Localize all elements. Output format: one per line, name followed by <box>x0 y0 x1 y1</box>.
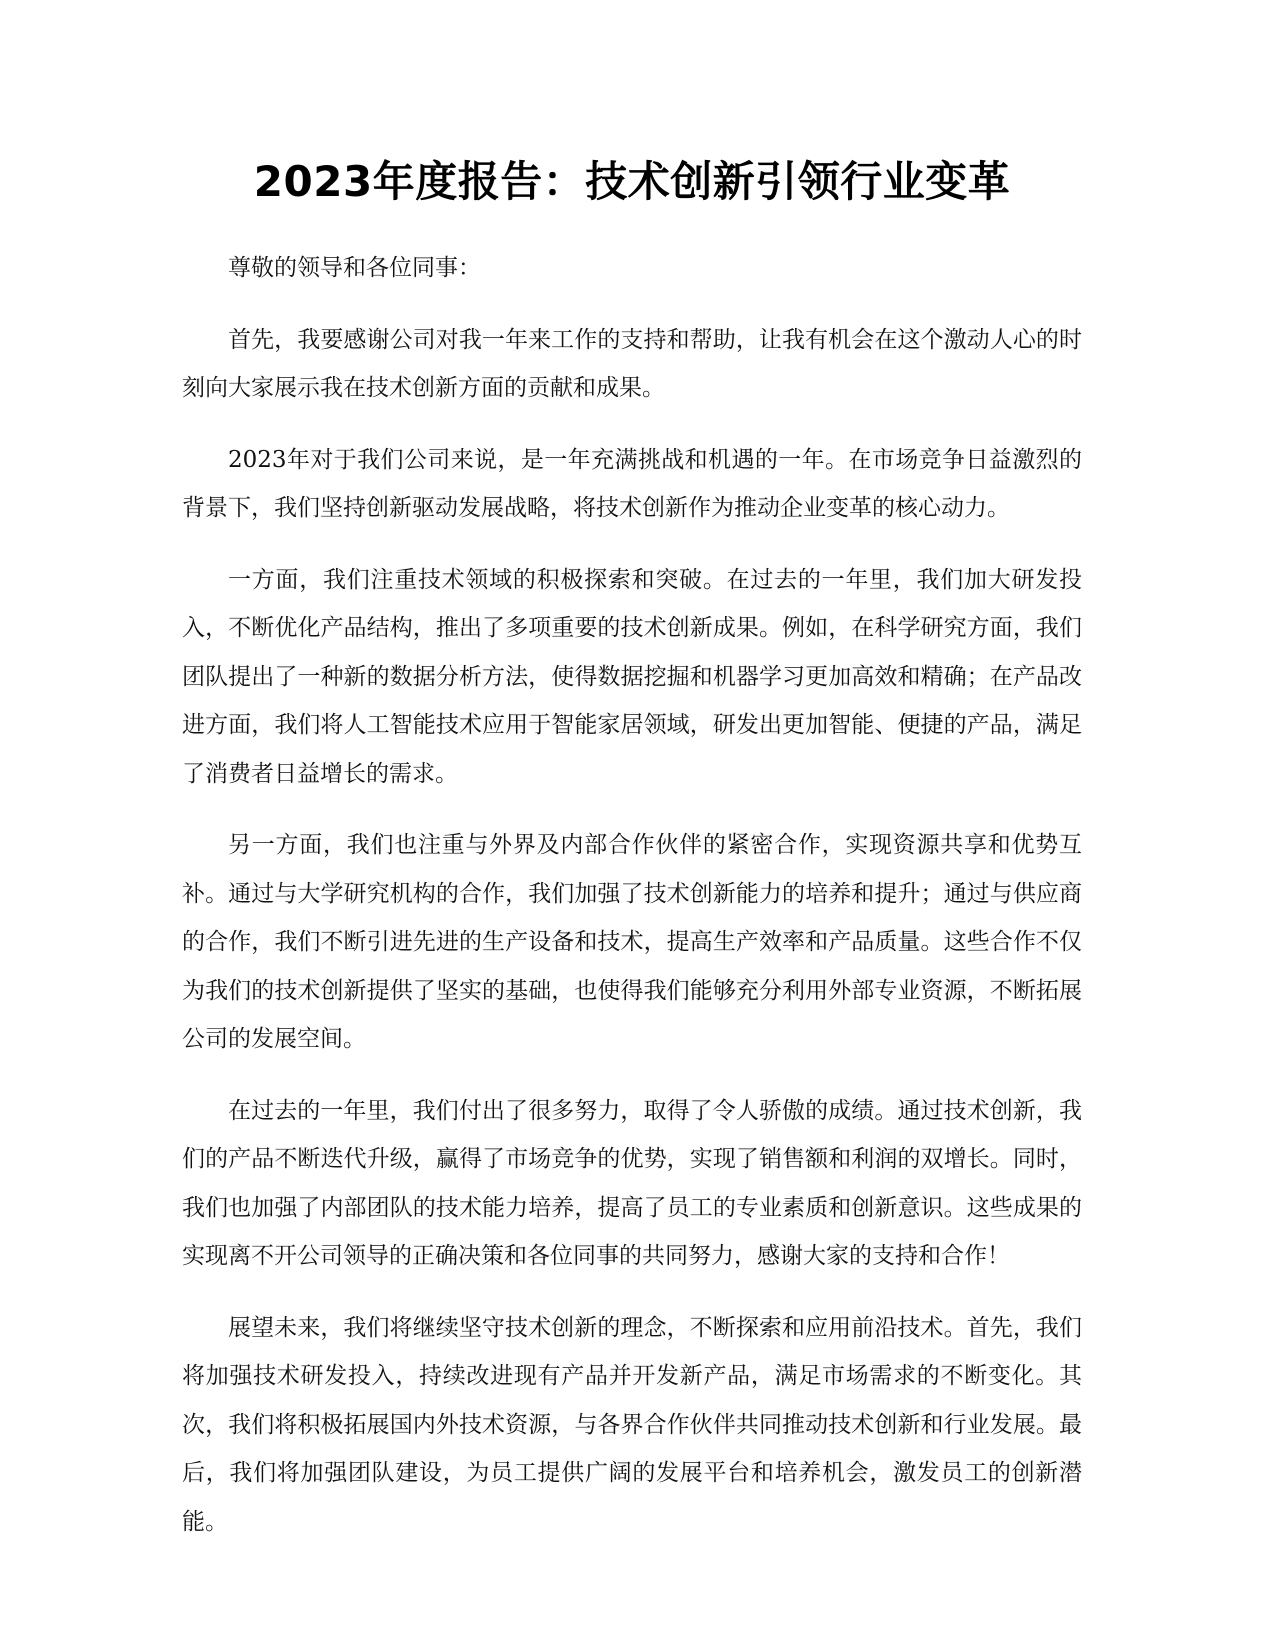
document-title: 2023年度报告：技术创新引领行业变革 <box>253 157 1011 206</box>
salutation: 尊敬的领导和各位同事： <box>228 255 481 281</box>
body-paragraph: 首先，我要感谢公司对我一年来工作的支持和帮助，让我有机会在这个激动人心的时刻向大家展示我在技术创新方面的贡献和成果。 <box>182 326 1082 401</box>
body-paragraph: 一方面，我们注重技术领域的积极探索和突破。在过去的一年里，我们加大研发投入，不断优化产品结构，推出了多项重要的技术创新成果。例如，在科学研究方面，我们团队提出了一种新的数据分析方法，使得数据挖掘和机器学习更加高效和精确；在产品改进方面，我们将人工智能技术应用于智能家居领域，研发出更加智能、便捷的产品，满足了消费者日益增长的需求。 <box>182 566 1082 787</box>
document-page <box>182 150 1082 1569</box>
body-paragraph: 2023年对于我们公司来说，是一年充满挑战和机遇的一年。在市场竞争日益激烈的背景下，我们坚持创新驱动发展战略，将技术创新作为推动企业变革的核心动力。 <box>182 446 1082 521</box>
body-paragraph: 展望未来，我们将继续坚守技术创新的理念，不断探索和应用前沿技术。首先，我们将加强技术研发投入，持续改进现有产品并开发新产品，满足市场需求的不断变化。其次，我们将积极拓展国内外技术资源，与各界合作伙伴共同推动技术创新和行业发展。最后，我们将加强团队建设，为员工提供广阔的发展平台和培养机会，激发员工的创新潜能。 <box>182 1314 1082 1535</box>
body-paragraph: 在过去的一年里，我们付出了很多努力，取得了令人骄傲的成绩。通过技术创新，我们的产品不断迭代升级，赢得了市场竞争的优势，实现了销售额和利润的双增长。同时，我们也加强了内部团队的技术能力培养，提高了员工的专业素质和创新意识。这些成果的实现离不开公司领导的正确决策和各位同事的共同努力，感谢大家的支持和合作！ <box>182 1097 1082 1269</box>
body-paragraph: 另一方面，我们也注重与外界及内部合作伙伴的紧密合作，实现资源共享和优势互补。通过与大学研究机构的合作，我们加强了技术创新能力的培养和提升；通过与供应商的合作，我们不断引进先进的生产设备和技术，提高生产效率和产品质量。这些合作不仅为我们的技术创新提供了坚实的基础，也使得我们能够充分利用外部专业资源，不断拓展公司的发展空间。 <box>182 832 1082 1052</box>
